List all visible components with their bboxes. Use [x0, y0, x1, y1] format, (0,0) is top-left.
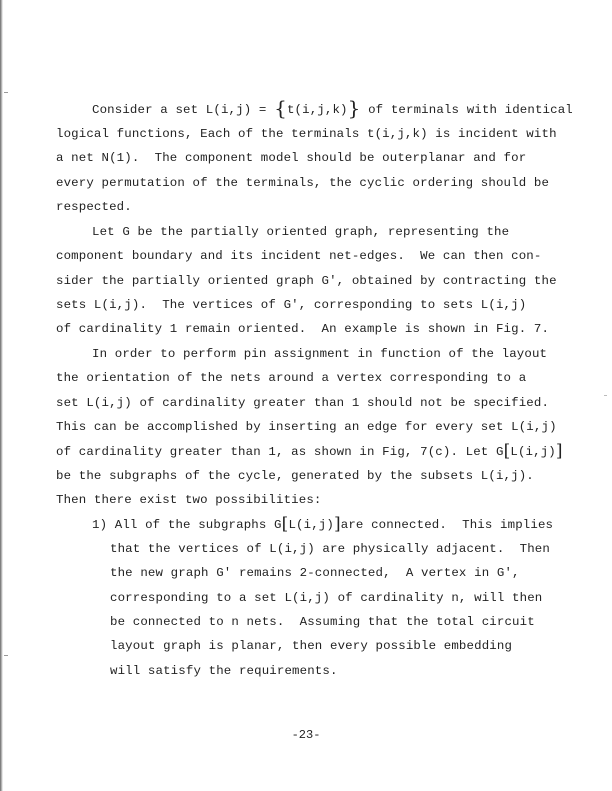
paragraph-1-line-4: every permutation of the terminals, the cyclic ordering should be	[56, 176, 550, 190]
paragraph-1-line-3: a net N(1). The component model should be outerplanar and for	[56, 151, 527, 165]
paragraph-2-line-3: sider the partially oriented graph G', obtained by contracting the	[56, 274, 557, 288]
paragraph-2-line-2: component boundary and its incident net-edges. We can then con-	[56, 249, 542, 263]
brace-open: {	[274, 96, 287, 120]
paragraph-3-line-2: the orientation of the nets around a vertex corresponding to a	[56, 371, 527, 385]
paragraph-3-line-6: be the subgraphs of the cycle, generated by the subsets L(i,j).	[56, 469, 534, 483]
bracket-open: [	[281, 514, 289, 534]
paragraph-3-line-5	[56, 443, 563, 460]
paragraph-2-line-1: Let G be the partially oriented graph, representing the	[92, 225, 510, 239]
paragraph-3-line-4: This can be accomplished by inserting an edge for every set L(i,j)	[56, 420, 557, 434]
text-run: 1) All of the subgraphs G	[92, 518, 282, 532]
list-item-1-line-7: will satisfy the requirements.	[110, 664, 338, 678]
list-item-1-line-5: be connected to n nets. Assuming that the total circuit	[110, 615, 535, 629]
paragraph-3-line-1: In order to perform pin assignment in function of the layout	[92, 347, 548, 361]
subset-expression: L(i,j)	[510, 445, 556, 459]
text-run: of terminals with identical	[360, 103, 573, 117]
paragraph-2-line-4: sets L(i,j). The vertices of G', corresponding to sets L(i,j)	[56, 298, 527, 312]
paragraph-1-line-5: respected.	[56, 200, 132, 214]
page-number: -23-	[291, 728, 321, 742]
set-expression: t(i,j,k)	[286, 103, 348, 117]
bracket-close: ]	[555, 441, 563, 461]
brace-close: }	[347, 96, 361, 120]
list-item-1-line-3: the new graph G' remains 2-connected, A vertex in G',	[110, 566, 520, 580]
list-item-1-line-2: that the vertices of L(i,j) are physically adjacent. Then	[110, 542, 550, 556]
bracket-close: ]	[333, 514, 341, 534]
list-item-1-line-4: corresponding to a set L(i,j) of cardinality n, will then	[110, 591, 543, 605]
paragraph-3-line-7: Then there exist two possibilities:	[56, 493, 322, 507]
text-run: of cardinality greater than 1, as shown in Fig, 7(c). Let G	[56, 445, 504, 459]
paragraph-1-line-2: logical functions, Each of the terminals t(i,j,k) is incident with	[56, 127, 557, 141]
text-run: are connected. This implies	[340, 518, 554, 532]
paragraph-3-line-3: set L(i,j) of cardinality greater than 1 should not be specified.	[56, 396, 550, 410]
bracket-open: [	[503, 441, 511, 461]
subset-expression: L(i,j)	[288, 518, 334, 532]
paragraph-2-line-5: of cardinality 1 remain oriented. An example is shown in Fig. 7.	[56, 322, 550, 336]
text-run: Consider a set L(i,j) =	[92, 103, 275, 117]
paragraph-1-line-1	[92, 96, 573, 120]
list-item-1-line-6: layout graph is planar, then every possible embedding	[110, 639, 513, 653]
list-item-1-line-1	[92, 516, 553, 533]
